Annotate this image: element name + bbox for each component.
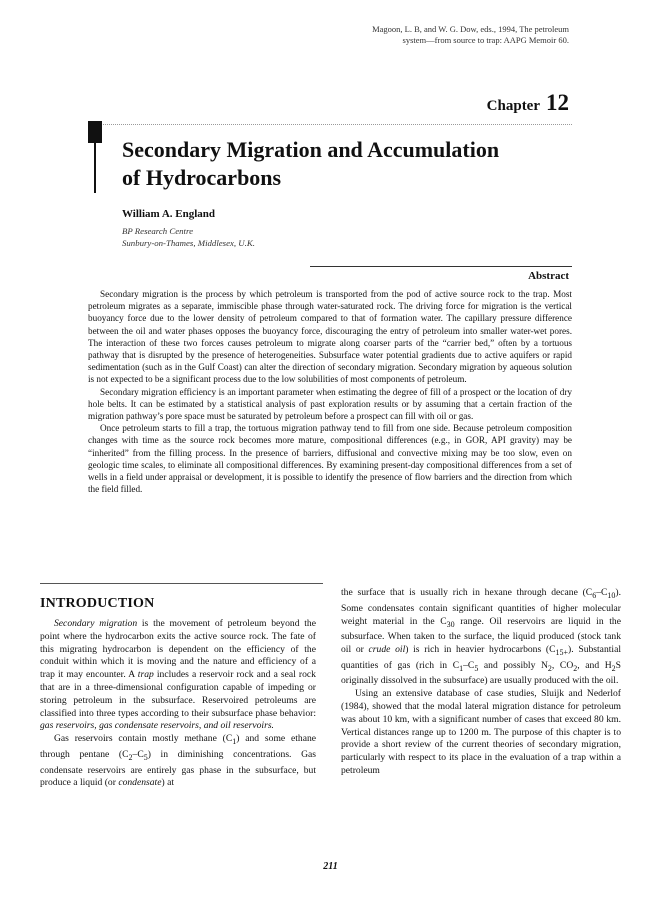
chapter-title-line-1: Secondary Migration and Accumulation xyxy=(122,137,500,162)
chapter-title xyxy=(122,136,572,192)
affiliation-line-2: Sunbury-on-Thames, Middlesex, U.K. xyxy=(122,238,255,248)
term-crude-oil: crude oil xyxy=(368,644,406,655)
title-side-rule xyxy=(94,143,96,193)
abstract-paragraph: Secondary migration is the process by which petroleum is transported from the pod of active source rock to the trap. Most petroleum migrates as a separate, immiscible phase through water-saturated rock. The driving force for migration is the vertical buoyancy force due to the lower density of petroleum compared to that of formation water. The capillary pressure difference between the oil and water phases opposes the buoyancy force, discouraging the entry of petroleum into smaller water-wet pores. The interaction of these two forces causes petroleum to migrate along coarser parts of the “carrier bed,” often by a tortuous pathway that is disrupted by the presence of heterogeneities. Subsurface water potential gradients due to active aquifers or rapid sedimentation (such as in the Gulf Coast) can alter the direction of secondary migration. Secondary migration by aqueous solution is not expected to be a significant process due to the low solubilities of most components of petroleum. xyxy=(88,289,572,385)
body-paragraph: the surface that is usually rich in hexane through decane $(C_6-C_{10})$. Some condensates contain significant quantities of higher molecular weight material in the $C_{30}$ range. Oil reservoirs are liquid in the subsurface. When taken to the surface, the liquid produced (stock tank oil or crude oil) is rich in heavier hydrocarbons $(C_{15+})$. Substantial quantities of gas (rich in $C_1-C_5$ and possibly $N_2$, $CO_2$, and $H_2S$ originally dissolved in the subsurface) are usually produced with the oil. xyxy=(341,587,622,687)
term-condensate: condensate xyxy=(118,777,162,789)
abstract-divider xyxy=(310,266,572,267)
chapter-label: Chapter xyxy=(486,98,540,114)
body-paragraph: Using an extensive database of case studies, Sluijk and Nederlof (1984), showed that the modal lateral migration distance for petroleum was about 10 km, with a significant number of cases that exceed 80 km. Vertical distances range up to 1200 m. The purpose of this chapter is to provide a short review of the current theories of secondary migration, particularly with respect to its place in the evaluation of a trap within a petroleum xyxy=(341,688,621,776)
body-paragraph: Secondary migration is the movement of petroleum beyond the point where the hydrocarbon exits the active source rock. The fate of this migrating hydrocarbon is dependent on the efficiency of the conduit within which it is moving and the nature and efficiency of a trap it may encounter. A trap includes a reservoir rock and a seal rock that are in a three-dimensional configuration capable of impeding or storing petroleum in the subsurface. Reservoired petroleums are classified into three types according to their subsurface phase behavior: gas reservoirs, gas condensate reservoirs, and oil reservoirs. xyxy=(40,618,316,732)
body-paragraph: Gas reservoirs contain mostly methane $(C_1)$ and some ethane through pentane $(C_2-C_5)$ in diminishing concentrations. Gas condensate reservoirs are entirely gas phase in the subsurface, but produce a liquid (or condensate) at xyxy=(40,733,317,789)
abstract-paragraph: Secondary migration efficiency is an important parameter when estimating the degree of fill of a prospect or the location of dry hole belts. It can be estimated by a statistical analysis of past exploration results or by assuming that a certain fraction of the migration pathway’s pore space must be saturated by petroleum before a prospect can fill with oil or gas. xyxy=(88,386,572,422)
chapter-heading xyxy=(487,90,569,116)
left-column xyxy=(40,596,316,790)
citation-line-2: system—from source to trap: AAPG Memoir 60. xyxy=(402,35,569,45)
right-column-text xyxy=(341,587,621,778)
left-column-text xyxy=(40,618,316,790)
author-affiliation xyxy=(122,225,255,249)
abstract-body xyxy=(88,288,572,495)
citation xyxy=(319,24,569,46)
abstract-paragraph: Once petroleum starts to fill a trap, the tortuous migration pathway tend to fill from one side. Because petroleum composition changes with time as the source rock becomes more mature, compositional differences (e.g., in GOR, API gravity) may be “inherited” from the filling process. In the presence of barriers, diffusional and convective mixing may be too slow, even on geologic time scales, to eliminate all compositional differences. By examining present-day compositional differences from a set of wells in a field under appraisal or development, it is possible to identify the presence of flow barriers and the direction from which the field filled. xyxy=(88,423,572,495)
section-divider xyxy=(40,583,323,584)
chapter-title-line-2: of Hydrocarbons xyxy=(122,165,282,190)
chapter-number: 12 xyxy=(546,90,569,115)
affiliation-line-1: BP Research Centre xyxy=(122,226,194,236)
term-reservoir-types: gas reservoirs, gas condensate reservoirs, and oil reservoirs. xyxy=(40,720,274,732)
author-name: William A. England xyxy=(122,208,216,220)
term-trap: trap xyxy=(137,669,154,681)
page-number: 211 xyxy=(323,861,338,872)
header-divider xyxy=(88,124,572,125)
citation-line-1: Magoon, L. B, and W. G. Dow, eds., 1994, The petroleum xyxy=(372,24,569,34)
title-marker-block xyxy=(88,121,102,143)
right-column xyxy=(341,587,621,778)
term-secondary-migration: Secondary migration xyxy=(54,618,138,629)
introduction-heading: INTRODUCTION xyxy=(40,596,155,611)
abstract-heading: Abstract xyxy=(528,270,569,282)
